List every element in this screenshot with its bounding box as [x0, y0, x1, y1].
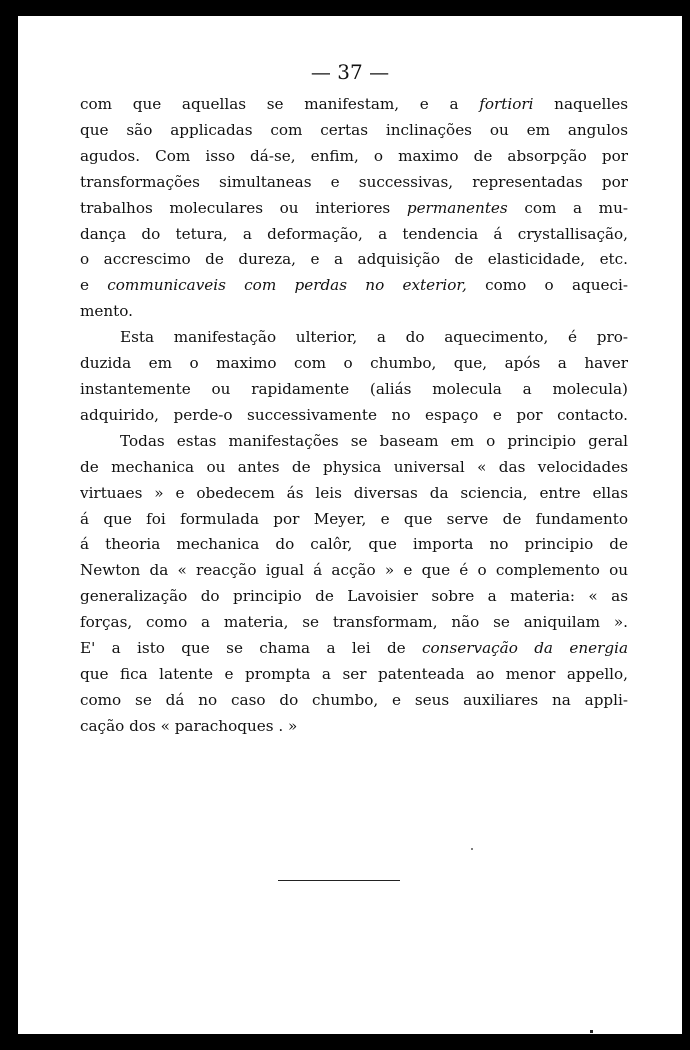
ink-speck: [590, 1030, 593, 1033]
book-page: [18, 16, 682, 1034]
end-rule: [278, 880, 400, 881]
text-line: [80, 507, 628, 533]
text-segment: instantemente ou rapidamente (aliás molecula a molecula): [80, 379, 628, 398]
italic-segment: fortiori: [479, 95, 534, 113]
text-line: [80, 299, 628, 325]
text-segment: E' a isto que se chama a lei de: [80, 639, 423, 658]
text-segment: á theoria mechanica do calôr, que importa no principio de: [80, 535, 628, 554]
text-segment: dança do tetura, a deformação, a tendencia á crystallisação,: [80, 224, 628, 243]
text-segment: com que aquellas se manifestam, e a: [80, 95, 480, 113]
page-number: — 37 —: [310, 60, 390, 84]
text-line: [80, 662, 628, 688]
text-segment: o accrescimo de dureza, e a adquisição de elasticidade, etc.: [80, 250, 628, 269]
text-segment: como o aqueci-: [466, 276, 628, 295]
text-line: [80, 118, 628, 144]
text-segment: generalização do principio de Lavoisier sobre a materia: « as: [80, 587, 628, 606]
text-line: [80, 429, 628, 455]
text-segment: e: [80, 276, 108, 295]
text-segment: cação dos « parachoques . »: [80, 716, 298, 735]
text-line: [80, 636, 628, 662]
text-line: [80, 455, 628, 481]
text-line: [80, 688, 628, 714]
text-segment: mento.: [80, 302, 133, 321]
text-line: [80, 584, 628, 610]
text-segment: como se dá no caso do chumbo, e seus auxiliares na appli-: [80, 690, 628, 709]
text-segment: Todas estas manifestações se baseam em o principio geral: [120, 431, 628, 450]
text-line: [80, 325, 628, 351]
text-segment: duzida em o maximo com o chumbo, que, após a haver: [80, 354, 628, 373]
text-segment: adquirido, perde-o successivamente no espaço e por contacto.: [80, 405, 628, 424]
text-line: [80, 532, 628, 558]
text-line: [80, 351, 628, 377]
text-segment: Newton da « reacção igual á acção » e que é o complemento ou: [80, 561, 628, 580]
text-line: [80, 144, 628, 170]
text-segment: de mechanica ou antes de physica universal « das velocidades: [80, 457, 628, 476]
text-segment: naquelles: [533, 95, 628, 113]
text-line: [80, 377, 628, 403]
text-line: [80, 403, 628, 429]
text-segment: transformações simultaneas e successivas, representadas por: [80, 172, 628, 191]
text-line: [80, 558, 628, 584]
text-line: [80, 222, 628, 248]
text-segment: agudos. Com isso dá-se, enfim, o maximo de absorpção por: [80, 146, 628, 165]
text-segment: que são applicadas com certas inclinações ou em angulos: [80, 120, 628, 139]
body-text: [80, 92, 628, 740]
ink-speck: [471, 848, 473, 850]
text-segment: trabalhos moleculares ou interiores: [80, 198, 407, 217]
italic-segment: communicaveis com perdas no exterior,: [107, 276, 467, 295]
text-segment: com a mu-: [507, 198, 628, 217]
text-line: [80, 196, 628, 222]
text-line: [80, 481, 628, 507]
text-line: [80, 170, 628, 196]
italic-segment: conservação da energia: [422, 639, 628, 658]
text-line: [80, 610, 628, 636]
text-segment: que fica latente e prompta a ser patenteada ao menor appello,: [80, 664, 628, 683]
text-line: [80, 92, 628, 118]
text-line: [80, 273, 628, 299]
text-segment: á que foi formulada por Meyer, e que serve de fundamento: [80, 509, 628, 528]
text-line: [80, 714, 628, 740]
text-segment: forças, como a materia, se transformam, não se aniquilam ».: [80, 613, 628, 632]
text-segment: virtuaes » e obedecem ás leis diversas da sciencia, entre ellas: [80, 483, 628, 502]
text-segment: Esta manifestação ulterior, a do aquecimento, é pro-: [120, 328, 628, 347]
italic-segment: permanentes: [406, 198, 508, 217]
text-line: [80, 247, 628, 273]
